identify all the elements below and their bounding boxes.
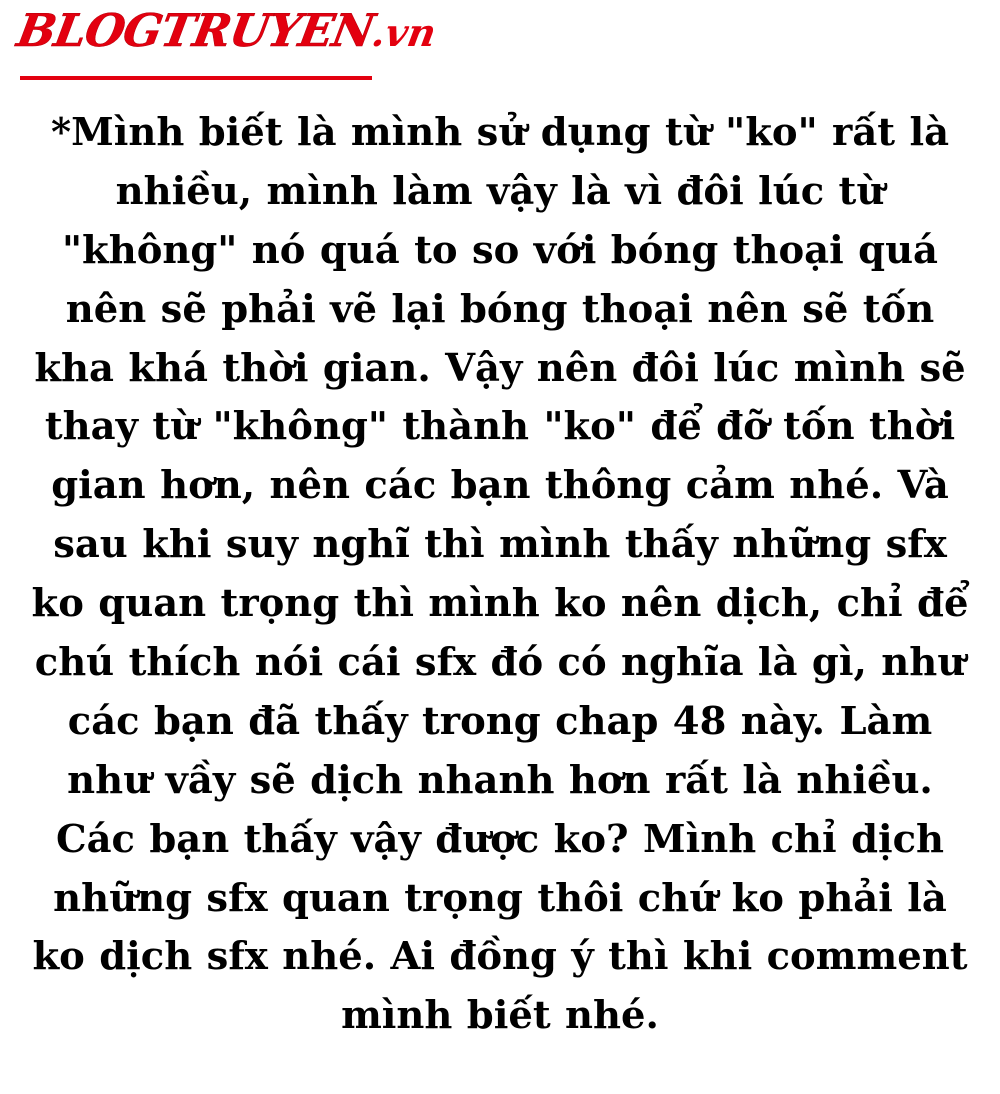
logo-main-text: BLOGTRUYEN [13,4,378,57]
logo-suffix-text: .vn [368,10,440,55]
blogtruyen-logo [13,4,440,57]
translator-note-text: *Mình biết là mình sử dụng từ "ko" rất là nhiều, mình làm vậy là vì đôi lúc từ "không" nó quá to so với bóng thoại quá nên sẽ phải vẽ lại bóng thoại nên sẽ tốn kha khá thời gian. Vậy nên đôi lúc mình sẽ thay từ "không" thành "ko" để đỡ tốn thời gian hơn, nên các bạn thông cảm nhé. Và sau khi suy nghĩ thì mình thấy những sfx ko quan trọng thì mình ko nên dịch, chỉ để chú thích nói cái sfx đó có nghĩa là gì, như các bạn đã thấy trong chap 48 này. Làm như vầy sẽ dịch nhanh hơn rất là nhiều. Các bạn thấy vậy được ko? Mình chỉ dịch những sfx quan trọng thôi chứ ko phải là ko dịch sfx nhé. Ai đồng ý thì khi comment mình biết nhé. [31,110,969,1039]
logo-underline [20,76,372,80]
